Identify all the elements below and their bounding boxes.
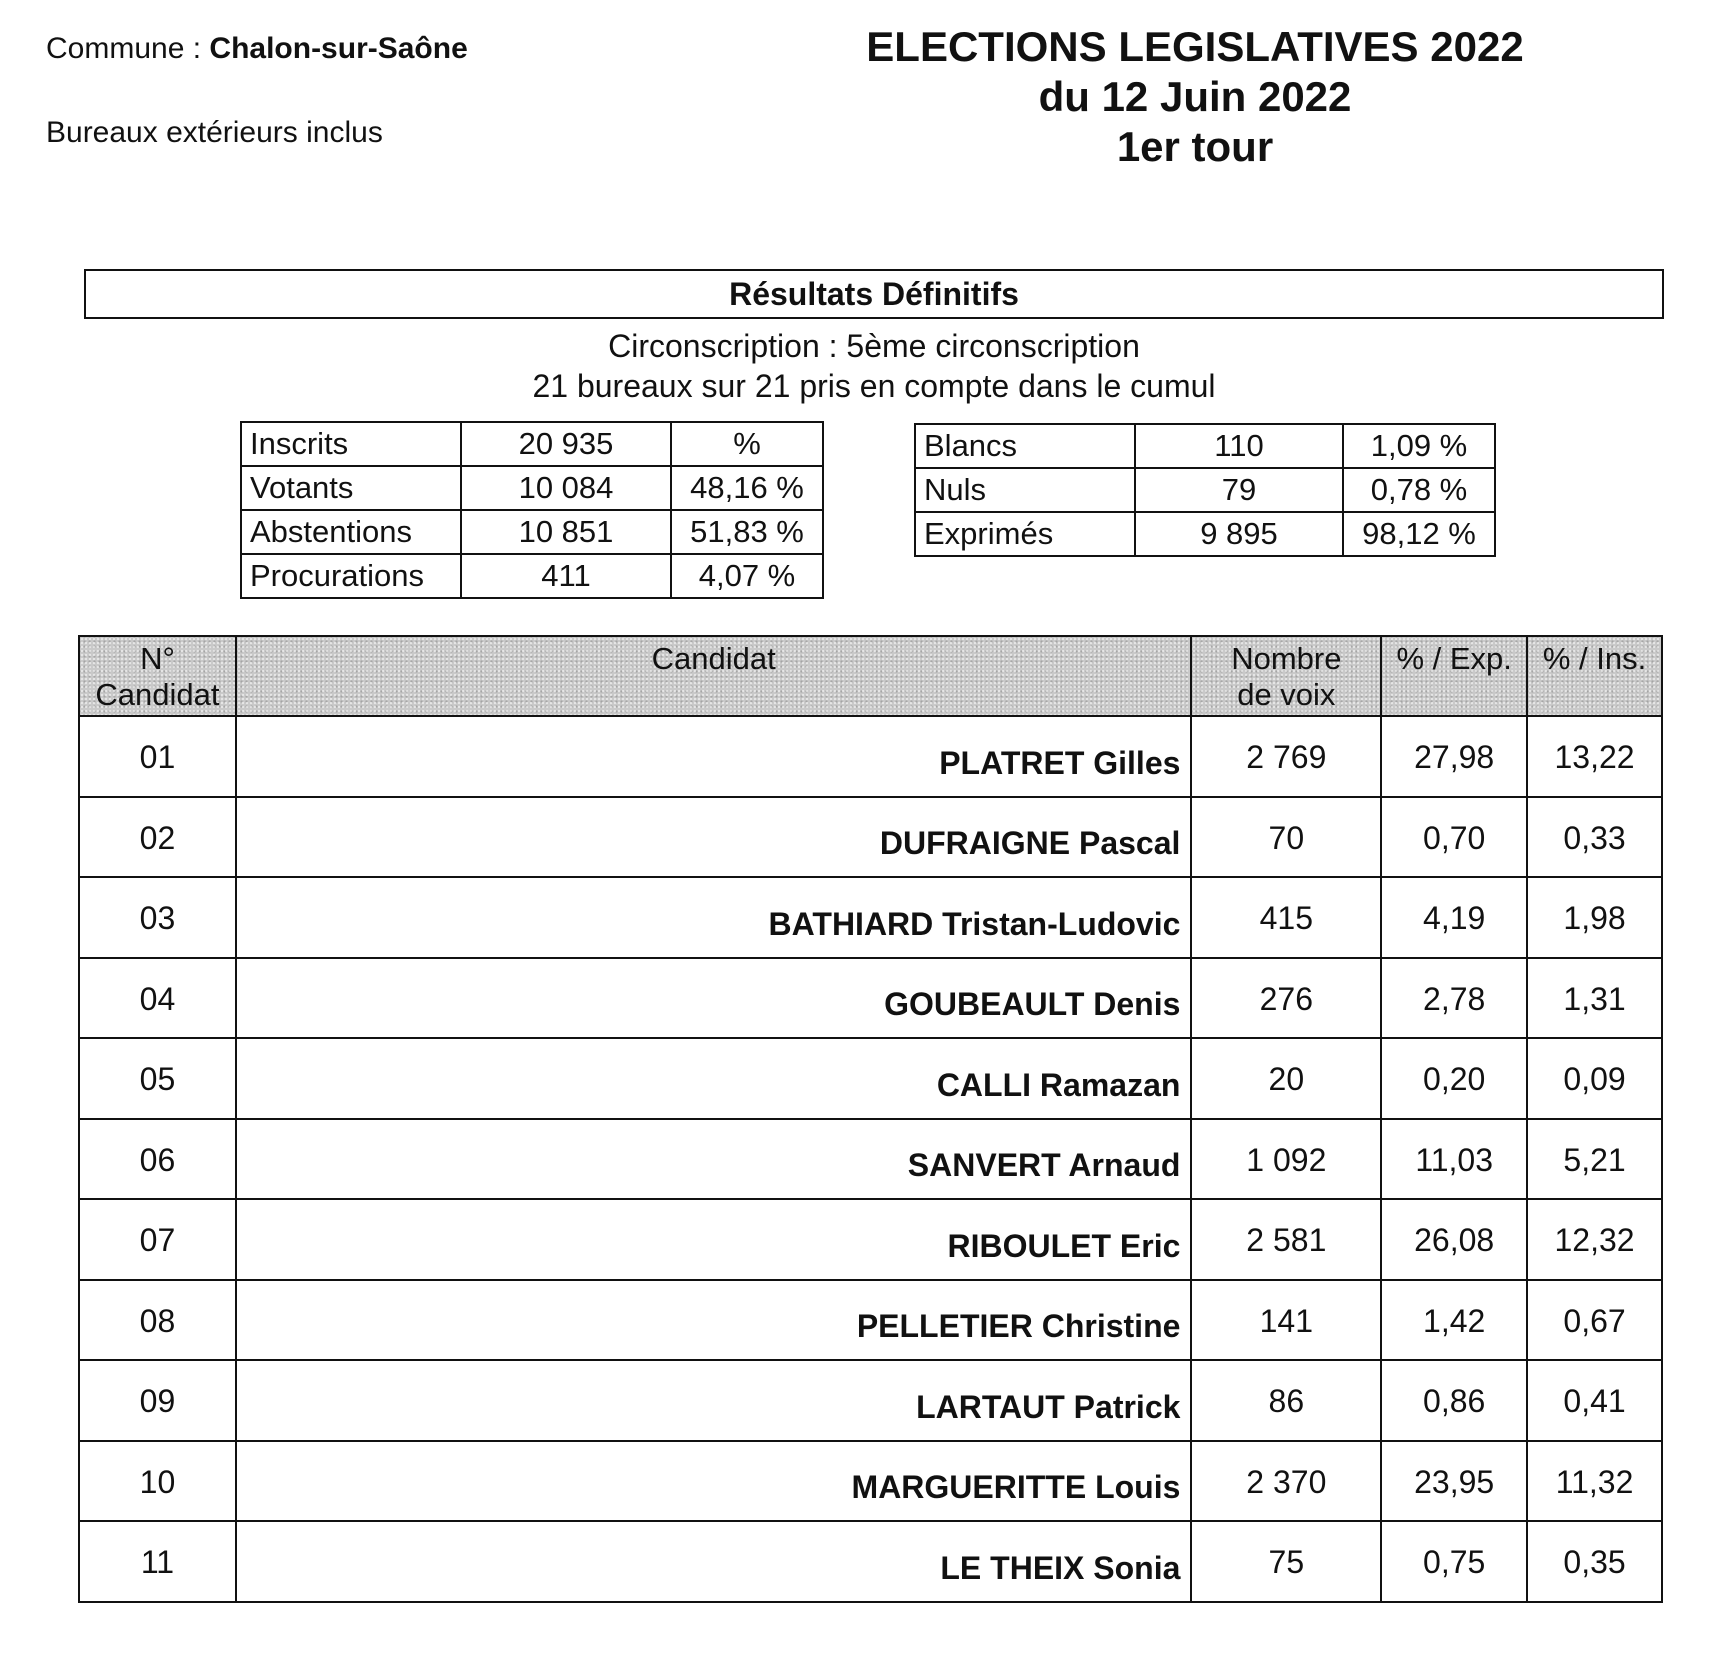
candidate-votes: 141 (1191, 1280, 1381, 1361)
table-row (79, 958, 1662, 1039)
stat-percent: 4,07 % (671, 554, 823, 598)
candidate-pct-ins: 0,09 (1527, 1038, 1662, 1119)
candidate-votes: 20 (1191, 1038, 1381, 1119)
header-candidate (236, 636, 1191, 716)
header-votes (1191, 636, 1381, 716)
header-candidate-label: Candidat (651, 641, 776, 676)
candidate-name: GOUBEAULT Denis (236, 958, 1191, 1039)
header-votes-line1: Nombre (1231, 641, 1342, 676)
candidate-pct-exp: 0,75 (1381, 1521, 1527, 1602)
commune-name: Chalon-sur-Saône (209, 32, 468, 65)
candidate-pct-ins: 0,41 (1527, 1360, 1662, 1441)
candidate-pct-exp: 0,20 (1381, 1038, 1527, 1119)
candidate-name: RIBOULET Eric (236, 1199, 1191, 1280)
candidate-pct-ins: 1,98 (1527, 877, 1662, 958)
table-row (79, 1280, 1662, 1361)
stat-percent: 1,09 % (1343, 424, 1495, 468)
bureaux-note: Bureaux extérieurs inclus (46, 116, 383, 149)
header-pct-ins-label: % / Ins. (1542, 641, 1647, 676)
header-pct-exp (1381, 636, 1527, 716)
candidate-pct-exp: 11,03 (1381, 1119, 1527, 1200)
candidate-number: 10 (79, 1441, 236, 1522)
candidate-name: PLATRET Gilles (236, 716, 1191, 797)
table-row (79, 1038, 1662, 1119)
header-votes-line2: de voix (1237, 677, 1336, 712)
candidate-number: 03 (79, 877, 236, 958)
candidate-votes: 1 092 (1191, 1119, 1381, 1200)
bureaux-count-line: 21 bureaux sur 21 pris en compte dans le cumul (532, 368, 1216, 404)
stat-value: 79 (1135, 468, 1343, 512)
candidate-name: LARTAUT Patrick (236, 1360, 1191, 1441)
stat-percent: 51,83 % (671, 510, 823, 554)
document-title (780, 22, 1610, 172)
candidate-pct-ins: 5,21 (1527, 1119, 1662, 1200)
candidate-pct-ins: 11,32 (1527, 1441, 1662, 1522)
stat-label: Abstentions (241, 510, 461, 554)
candidate-name: MARGUERITTE Louis (236, 1441, 1191, 1522)
candidate-number: 04 (79, 958, 236, 1039)
candidate-number: 06 (79, 1119, 236, 1200)
candidate-number: 11 (79, 1521, 236, 1602)
stat-label: Inscrits (241, 422, 461, 466)
candidate-pct-ins: 13,22 (1527, 716, 1662, 797)
header-number-line2: Candidat (95, 677, 220, 712)
stat-value: 411 (461, 554, 671, 598)
candidate-votes: 415 (1191, 877, 1381, 958)
stat-label: Blancs (915, 424, 1135, 468)
candidate-name: BATHIARD Tristan-Ludovic (236, 877, 1191, 958)
stat-percent: 48,16 % (671, 466, 823, 510)
header-number (79, 636, 236, 716)
stats-row-abstentions (241, 510, 823, 554)
candidates-table (78, 635, 1663, 1603)
candidate-pct-exp: 1,42 (1381, 1280, 1527, 1361)
header-number-line1: N° (140, 641, 175, 676)
stat-value: 110 (1135, 424, 1343, 468)
candidate-pct-ins: 1,31 (1527, 958, 1662, 1039)
stats-row-nuls (915, 468, 1495, 512)
stat-label: Nuls (915, 468, 1135, 512)
candidate-votes: 2 581 (1191, 1199, 1381, 1280)
stat-value: 9 895 (1135, 512, 1343, 556)
stats-row-exprimes (915, 512, 1495, 556)
header-pct-exp-label: % / Exp. (1396, 641, 1512, 676)
candidate-number: 01 (79, 716, 236, 797)
candidate-pct-ins: 0,35 (1527, 1521, 1662, 1602)
candidate-pct-exp: 0,86 (1381, 1360, 1527, 1441)
stat-label: Exprimés (915, 512, 1135, 556)
candidate-number: 08 (79, 1280, 236, 1361)
stats-row-procurations (241, 554, 823, 598)
circonscription-line: Circonscription : 5ème circonscription (608, 328, 1140, 364)
candidate-name: SANVERT Arnaud (236, 1119, 1191, 1200)
table-row (79, 797, 1662, 878)
title-line-1: ELECTIONS LEGISLATIVES 2022 (866, 23, 1524, 70)
stat-value: 10 851 (461, 510, 671, 554)
table-row (79, 1521, 1662, 1602)
stat-percent: 0,78 % (1343, 468, 1495, 512)
candidate-pct-exp: 26,08 (1381, 1199, 1527, 1280)
candidate-pct-ins: 0,67 (1527, 1280, 1662, 1361)
candidate-votes: 2 769 (1191, 716, 1381, 797)
ballot-stats-table (914, 423, 1496, 557)
candidate-votes: 70 (1191, 797, 1381, 878)
stats-row-blancs (915, 424, 1495, 468)
stat-value: 10 084 (461, 466, 671, 510)
candidate-name: DUFRAIGNE Pascal (236, 797, 1191, 878)
table-row (79, 1441, 1662, 1522)
title-line-3: 1er tour (1116, 123, 1274, 170)
stat-label: Votants (241, 466, 461, 510)
candidate-number: 09 (79, 1360, 236, 1441)
commune-line (46, 32, 468, 66)
candidates-header-row (79, 636, 1662, 716)
candidate-number: 02 (79, 797, 236, 878)
candidate-pct-ins: 12,32 (1527, 1199, 1662, 1280)
stat-percent: 98,12 % (1343, 512, 1495, 556)
stats-row-votants (241, 466, 823, 510)
commune-label: Commune : (46, 32, 202, 65)
candidate-votes: 2 370 (1191, 1441, 1381, 1522)
header-pct-ins (1527, 636, 1662, 716)
candidate-pct-ins: 0,33 (1527, 797, 1662, 878)
candidate-name: CALLI Ramazan (236, 1038, 1191, 1119)
candidate-pct-exp: 27,98 (1381, 716, 1527, 797)
table-row (79, 1119, 1662, 1200)
candidate-pct-exp: 2,78 (1381, 958, 1527, 1039)
table-row (79, 716, 1662, 797)
candidate-name: PELLETIER Christine (236, 1280, 1191, 1361)
candidate-votes: 276 (1191, 958, 1381, 1039)
stat-value: 20 935 (461, 422, 671, 466)
title-line-2: du 12 Juin 2022 (1038, 73, 1352, 120)
candidate-number: 07 (79, 1199, 236, 1280)
candidate-votes: 75 (1191, 1521, 1381, 1602)
candidate-pct-exp: 23,95 (1381, 1441, 1527, 1522)
candidate-votes: 86 (1191, 1360, 1381, 1441)
stat-percent: % (671, 422, 823, 466)
table-row (79, 1360, 1662, 1441)
candidate-pct-exp: 0,70 (1381, 797, 1527, 878)
stats-row-inscrits (241, 422, 823, 466)
stat-label: Procurations (241, 554, 461, 598)
results-title-box: Résultats Définitifs (84, 269, 1664, 319)
table-row (79, 877, 1662, 958)
candidate-number: 05 (79, 1038, 236, 1119)
candidate-name: LE THEIX Sonia (236, 1521, 1191, 1602)
candidate-pct-exp: 4,19 (1381, 877, 1527, 958)
turnout-stats-table (240, 421, 824, 599)
table-row (79, 1199, 1662, 1280)
